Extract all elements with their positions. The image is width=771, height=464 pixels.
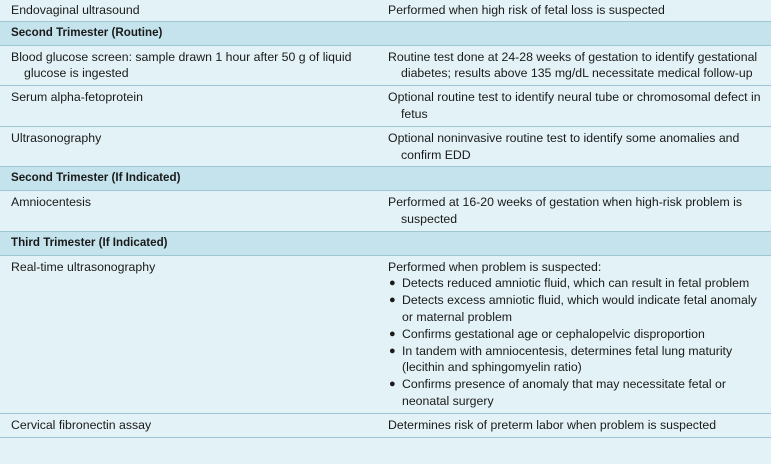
bullet-item — [388, 343, 761, 377]
bullet-icon: ● — [389, 378, 396, 391]
bullet-list — [388, 275, 761, 409]
bullet-icon: ● — [389, 294, 396, 307]
test-description — [388, 126, 771, 167]
test-description — [388, 86, 771, 127]
bullet-item — [388, 275, 761, 292]
bullet-text: Confirms presence of anomaly that may necessitate fetal or neonatal surgery — [402, 377, 726, 408]
test-description-text: Performed at 16-20 weeks of gestation when high-risk problem is suspected — [388, 195, 743, 226]
bullet-text: Detects reduced amniotic fluid, which can result in fetal problem — [402, 276, 750, 291]
bullet-icon: ● — [389, 344, 396, 357]
section-header-empty-cell — [388, 167, 771, 191]
section-header-empty-cell — [388, 231, 771, 255]
bullet-text: Detects excess amniotic fluid, which would indicate fetal anomaly or maternal problem — [402, 293, 757, 324]
test-description — [388, 191, 771, 232]
test-description — [388, 45, 771, 86]
test-name: Serum alpha-fetoprotein — [0, 86, 388, 127]
bullet-item — [388, 292, 761, 326]
table-row — [0, 191, 771, 232]
section-header: Second Trimester (Routine) — [0, 21, 388, 45]
section-header-row — [0, 167, 771, 191]
table-row — [0, 0, 771, 21]
section-header-empty-cell — [388, 21, 771, 45]
bullet-icon: ● — [389, 277, 396, 290]
test-name-text: Blood glucose screen: sample drawn 1 hour after 50 g of liquid glucose is ingested — [11, 49, 352, 81]
test-description-text: Performed when problem is suspected: — [388, 259, 602, 274]
test-description-text: Optional routine test to identify neural tube or chromosomal defect in fetus — [388, 90, 761, 121]
section-header-row — [0, 231, 771, 255]
section-header-row — [0, 21, 771, 45]
section-header: Second Trimester (If Indicated) — [0, 167, 388, 191]
table-row — [0, 45, 771, 86]
test-name: Endovaginal ultrasound — [0, 0, 388, 21]
test-name — [0, 45, 388, 86]
section-header: Third Trimester (If Indicated) — [0, 231, 388, 255]
test-description — [388, 255, 771, 413]
test-description-text: Optional noninvasive routine test to identify some anomalies and confirm EDD — [388, 130, 740, 162]
table-row — [0, 255, 771, 413]
table-row — [0, 126, 771, 167]
test-name: Ultrasonography — [0, 126, 388, 167]
bullet-item — [388, 376, 761, 410]
bullet-icon: ● — [389, 327, 396, 340]
test-name: Amniocentesis — [0, 191, 388, 232]
test-description-text: Routine test done at 24-28 weeks of gestation to identify gestational diabetes; results above 135 mg/dL necessitate medical follow-up — [388, 49, 758, 81]
test-name: Real-time ultrasonography — [0, 255, 388, 413]
test-description: Determines risk of preterm labor when problem is suspected — [388, 413, 771, 437]
bullet-item — [388, 326, 761, 343]
test-name: Cervical fibronectin assay — [0, 413, 388, 437]
bullet-text: Confirms gestational age or cephalopelvic disproportion — [402, 326, 705, 341]
table-row — [0, 413, 771, 437]
bullet-text: In tandem with amniocentesis, determines fetal lung maturity (lecithin and sphingomyelin ratio) — [402, 343, 733, 375]
table-row — [0, 86, 771, 127]
test-description: Performed when high risk of fetal loss is suspected — [388, 0, 771, 21]
